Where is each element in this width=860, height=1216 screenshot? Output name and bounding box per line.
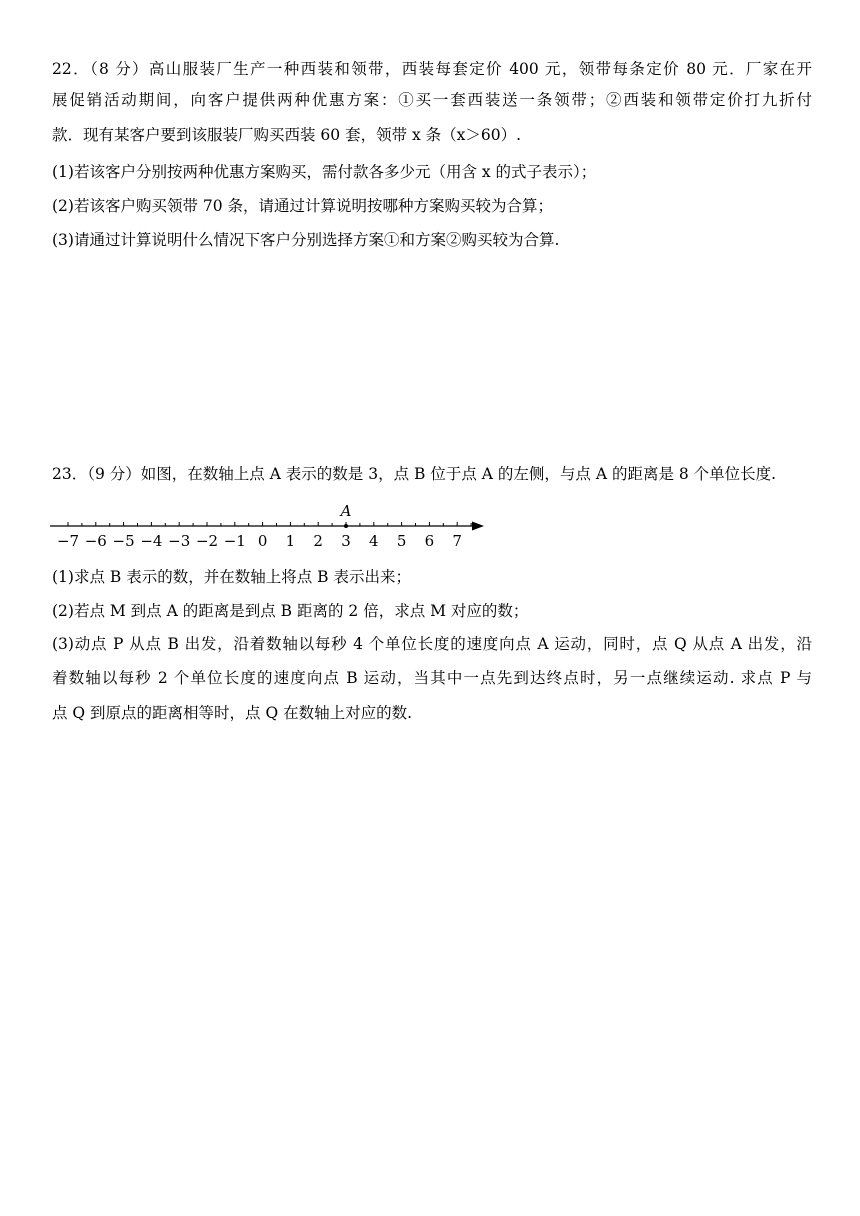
number-line-tick-label: 4 (369, 532, 379, 550)
q22-subquestion-1: (1)若该客户分别按两种优惠方案购买，需付款各多少元（用含 x 的式子表示）； (52, 163, 597, 181)
q23-subquestion-3-line-1: (3)动点 P 从点 B 出发，沿着数轴以每秒 4 个单位长度的速度向点 A 运动，同时，点 Q 从点 A 出发，沿 (52, 635, 812, 653)
number-line-tick-label: 7 (452, 532, 462, 550)
point-a-dot (344, 524, 348, 528)
q22-stem-line-2: 展促销活动期间，向客户提供两种优惠方案：①买一套西装送一条领带；②西装和领带定价打九折付 (52, 91, 812, 109)
q22-subquestion-3: (3)请通过计算说明什么情况下客户分别选择方案①和方案②购买较为合算. (52, 231, 560, 249)
q22-stem-line-1: 22．（8 分）高山服装厂生产一种西装和领带，西装每套定价 400 元，领带每条定价 80 元．厂家在开 (52, 60, 812, 78)
q23-stem: 23．（9 分）如图，在数轴上点 A 表示的数是 3，点 B 位于点 A 的左侧，与点 A 的距离是 8 个单位长度. (52, 465, 777, 483)
number-line-arrow (472, 522, 484, 531)
number-line-tick-label: 5 (396, 532, 407, 550)
number-line-tick-label: −5 (112, 532, 135, 550)
number-line-tick-label: 0 (257, 532, 268, 550)
number-line-tick-label: 2 (313, 532, 323, 550)
number-line-tick-label: 1 (285, 532, 296, 550)
number-line-tick-label: −6 (84, 532, 107, 550)
q22-subquestion-2: (2)若该客户购买领带 70 条，请通过计算说明按哪种方案购买较为合算； (52, 197, 554, 215)
number-line-tick-label: 6 (424, 532, 435, 550)
q23-subquestion-3-line-2: 着数轴以每秒 2 个单位长度的速度向点 B 运动，当其中一点先到达终点时，另一点继续运动. 求点 P 与 (52, 669, 812, 687)
number-line-tick-label: −1 (223, 532, 246, 550)
number-line-tick-label: −4 (140, 532, 163, 550)
q23-subquestion-1: (1)求点 B 表示的数，并在数轴上将点 B 表示出来； (52, 568, 411, 586)
number-line-tick-label: −7 (56, 532, 80, 550)
number-line-figure (48, 498, 488, 554)
q23-subquestion-2: (2)若点 M 到点 A 的距离是到点 B 距离的 2 倍，求点 M 对应的数； (52, 602, 529, 620)
q23-subquestion-3-line-3: 点 Q 到原点的距离相等时，点 Q 在数轴上对应的数. (52, 704, 413, 722)
q22-stem-line-3: 款．现有某客户要到该服装厂购买西装 60 套，领带 x 条（x＞60）. (52, 126, 522, 144)
number-line-tick-label: −3 (168, 532, 191, 550)
point-a-label: A (340, 502, 352, 520)
number-line-tick-label: −2 (195, 532, 219, 550)
number-line-tick-label: 3 (341, 532, 351, 550)
